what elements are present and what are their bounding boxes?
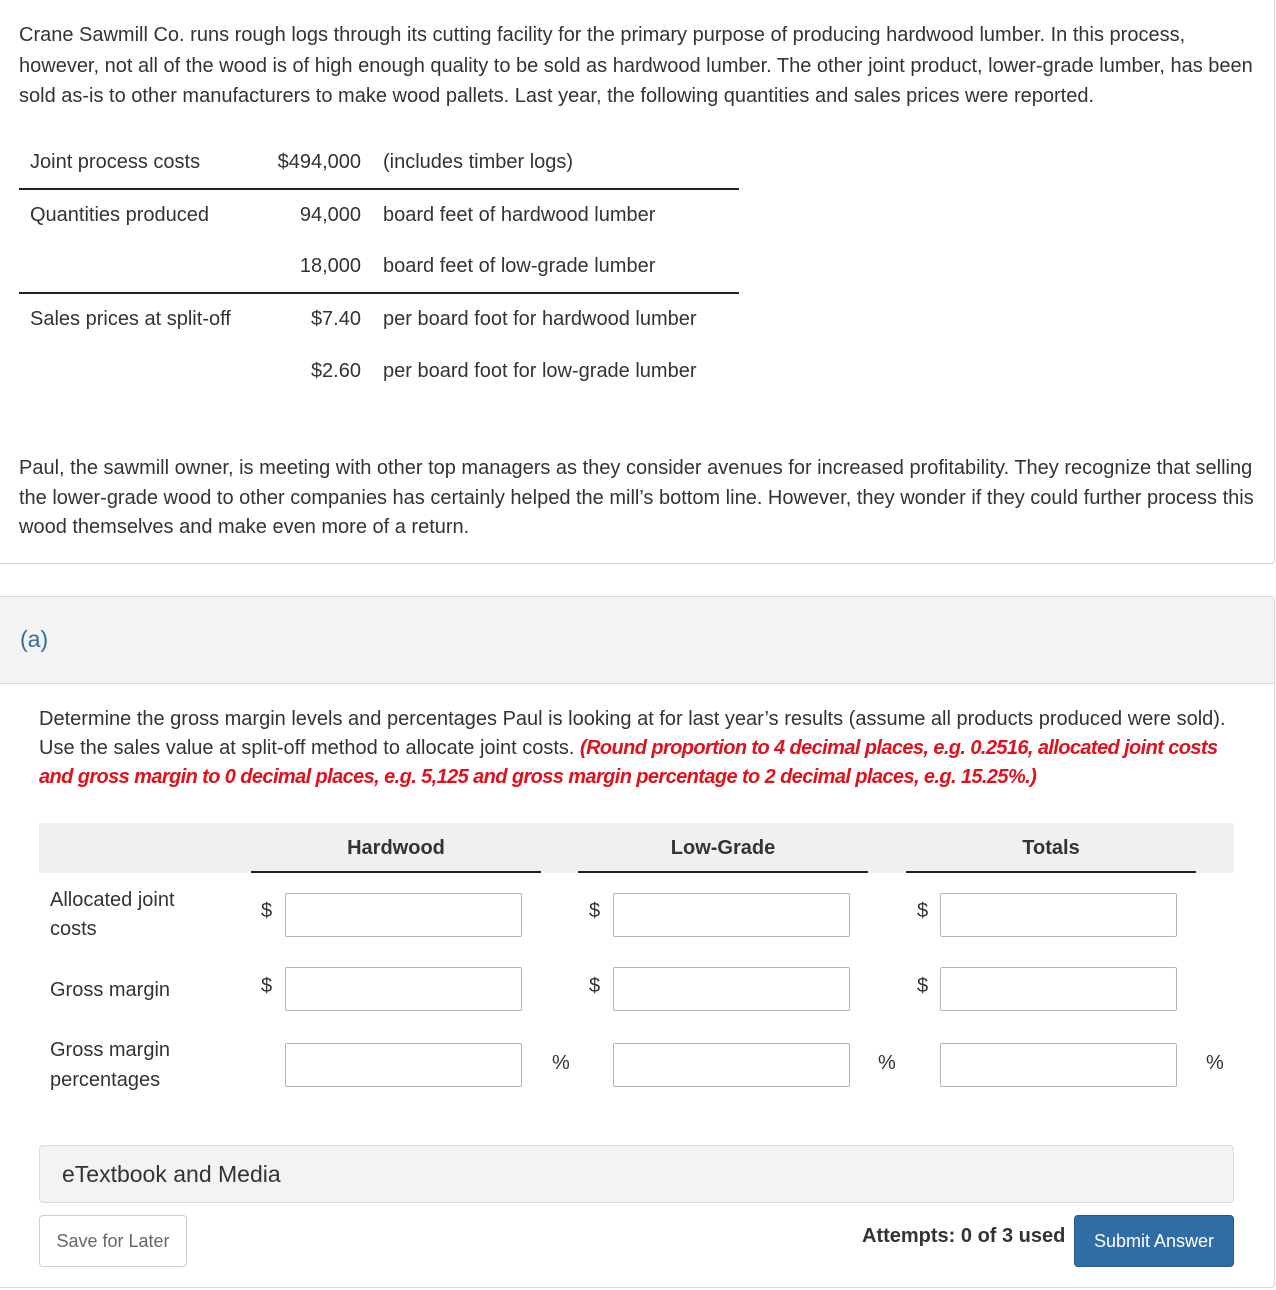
dollar-sign: $ xyxy=(917,975,929,997)
gm-percentage-totals-input[interactable] xyxy=(940,1043,1177,1087)
instruction-text: Determine the gross margin levels and percentages Paul is looking at for last year’s results (assume all products produced were sold). Use the sales value at split-off method to allocate joint costs. xyxy=(39,708,1226,759)
table-row xyxy=(19,137,739,189)
gross-margin-totals-input[interactable] xyxy=(940,967,1177,1011)
problem-paragraph-2: Paul, the sawmill owner, is meeting with other top managers as they consider avenues for increased profitability. They recognize that selling the lower-grade wood to other companies has certainly helped the mill’s bottom line. However, they wonder if they could further process this wood themselves and make even more of a return. xyxy=(19,457,1254,538)
rounding-instruction: (Round proportion to 4 decimal places, e.g. 0.2516, allocated joint costs and gross margin to 0 decimal places, e.g. 5,125 and gross margin percentage to 2 decimal places, e.g. 15.25%.) xyxy=(39,737,1218,788)
prices-label: Sales prices at split-off xyxy=(30,308,231,330)
joint-costs-label: Joint process costs xyxy=(19,137,231,189)
row-label-allocated-joint-costs: Allocated joint costs xyxy=(50,889,175,940)
qty-hardwood-value: 94,000 xyxy=(299,204,361,226)
problem-intro: Crane Sawmill Co. runs rough logs through its cutting facility for the primary purpose of producing hardwood lumber. In this process, however, not all of the wood is of high enough quality to be sold as hardwood lumber. The other joint product, lower-grade lumber, has been sold as-is to other manufacturers to make wood pallets. Last year, the following quantities and sales prices were reported. xyxy=(19,24,1253,107)
percent-sign: % xyxy=(1206,1052,1224,1074)
qty-lowgrade-value: 18,000 xyxy=(231,241,383,293)
etextbook-media-link[interactable]: eTextbook and Media xyxy=(39,1145,1234,1203)
given-data-table xyxy=(19,137,739,397)
joint-costs-desc: (includes timber logs) xyxy=(383,137,739,189)
part-a-card xyxy=(0,596,1275,1288)
part-header xyxy=(0,597,1274,684)
save-for-later-button[interactable]: Save for Later xyxy=(39,1215,187,1267)
column-header-low-grade: Low-Grade xyxy=(578,823,868,873)
dollar-sign: $ xyxy=(917,900,929,922)
price-lowgrade-desc: per board foot for low-grade lumber xyxy=(383,359,697,382)
row-label-gross-margin: Gross margin xyxy=(50,979,171,1001)
price-hardwood-desc: per board foot for hardwood lumber xyxy=(383,308,697,330)
table-row xyxy=(19,293,739,345)
dollar-sign: $ xyxy=(589,975,601,997)
allocated-low-grade-input[interactable] xyxy=(613,893,850,937)
column-header-totals: Totals xyxy=(906,823,1196,873)
gm-percentage-hardwood-input[interactable] xyxy=(285,1043,522,1087)
qty-lowgrade-desc: board feet of low-grade lumber xyxy=(383,241,739,293)
dollar-sign: $ xyxy=(261,975,273,997)
gross-margin-hardwood-input[interactable] xyxy=(285,967,522,1011)
gross-margin-low-grade-input[interactable] xyxy=(613,967,850,1011)
attempts-counter: Attempts: 0 of 3 used xyxy=(862,1225,1066,1247)
allocated-totals-input[interactable] xyxy=(940,893,1177,937)
quantities-label: Quantities produced xyxy=(30,204,210,226)
row-label-gross-margin-percentages: Gross margin percentages xyxy=(50,1039,171,1091)
dollar-sign: $ xyxy=(589,900,601,922)
table-row xyxy=(19,241,739,293)
part-instructions xyxy=(39,705,1239,792)
table-row xyxy=(19,189,739,241)
joint-costs-value: $494,000 xyxy=(231,137,383,189)
qty-hardwood-desc: board feet of hardwood lumber xyxy=(383,204,656,226)
price-lowgrade-value: $2.60 xyxy=(310,359,361,382)
column-header-hardwood: Hardwood xyxy=(251,823,541,873)
table-row xyxy=(19,345,739,397)
percent-sign: % xyxy=(552,1052,570,1074)
submit-answer-button[interactable]: Submit Answer xyxy=(1074,1215,1234,1267)
problem-card xyxy=(0,0,1275,564)
percent-sign: % xyxy=(878,1052,896,1074)
part-label: (a) xyxy=(20,626,49,652)
dollar-sign: $ xyxy=(261,900,273,922)
allocated-hardwood-input[interactable] xyxy=(285,893,522,937)
gm-percentage-low-grade-input[interactable] xyxy=(613,1043,850,1087)
price-hardwood-value: $7.40 xyxy=(310,308,361,330)
